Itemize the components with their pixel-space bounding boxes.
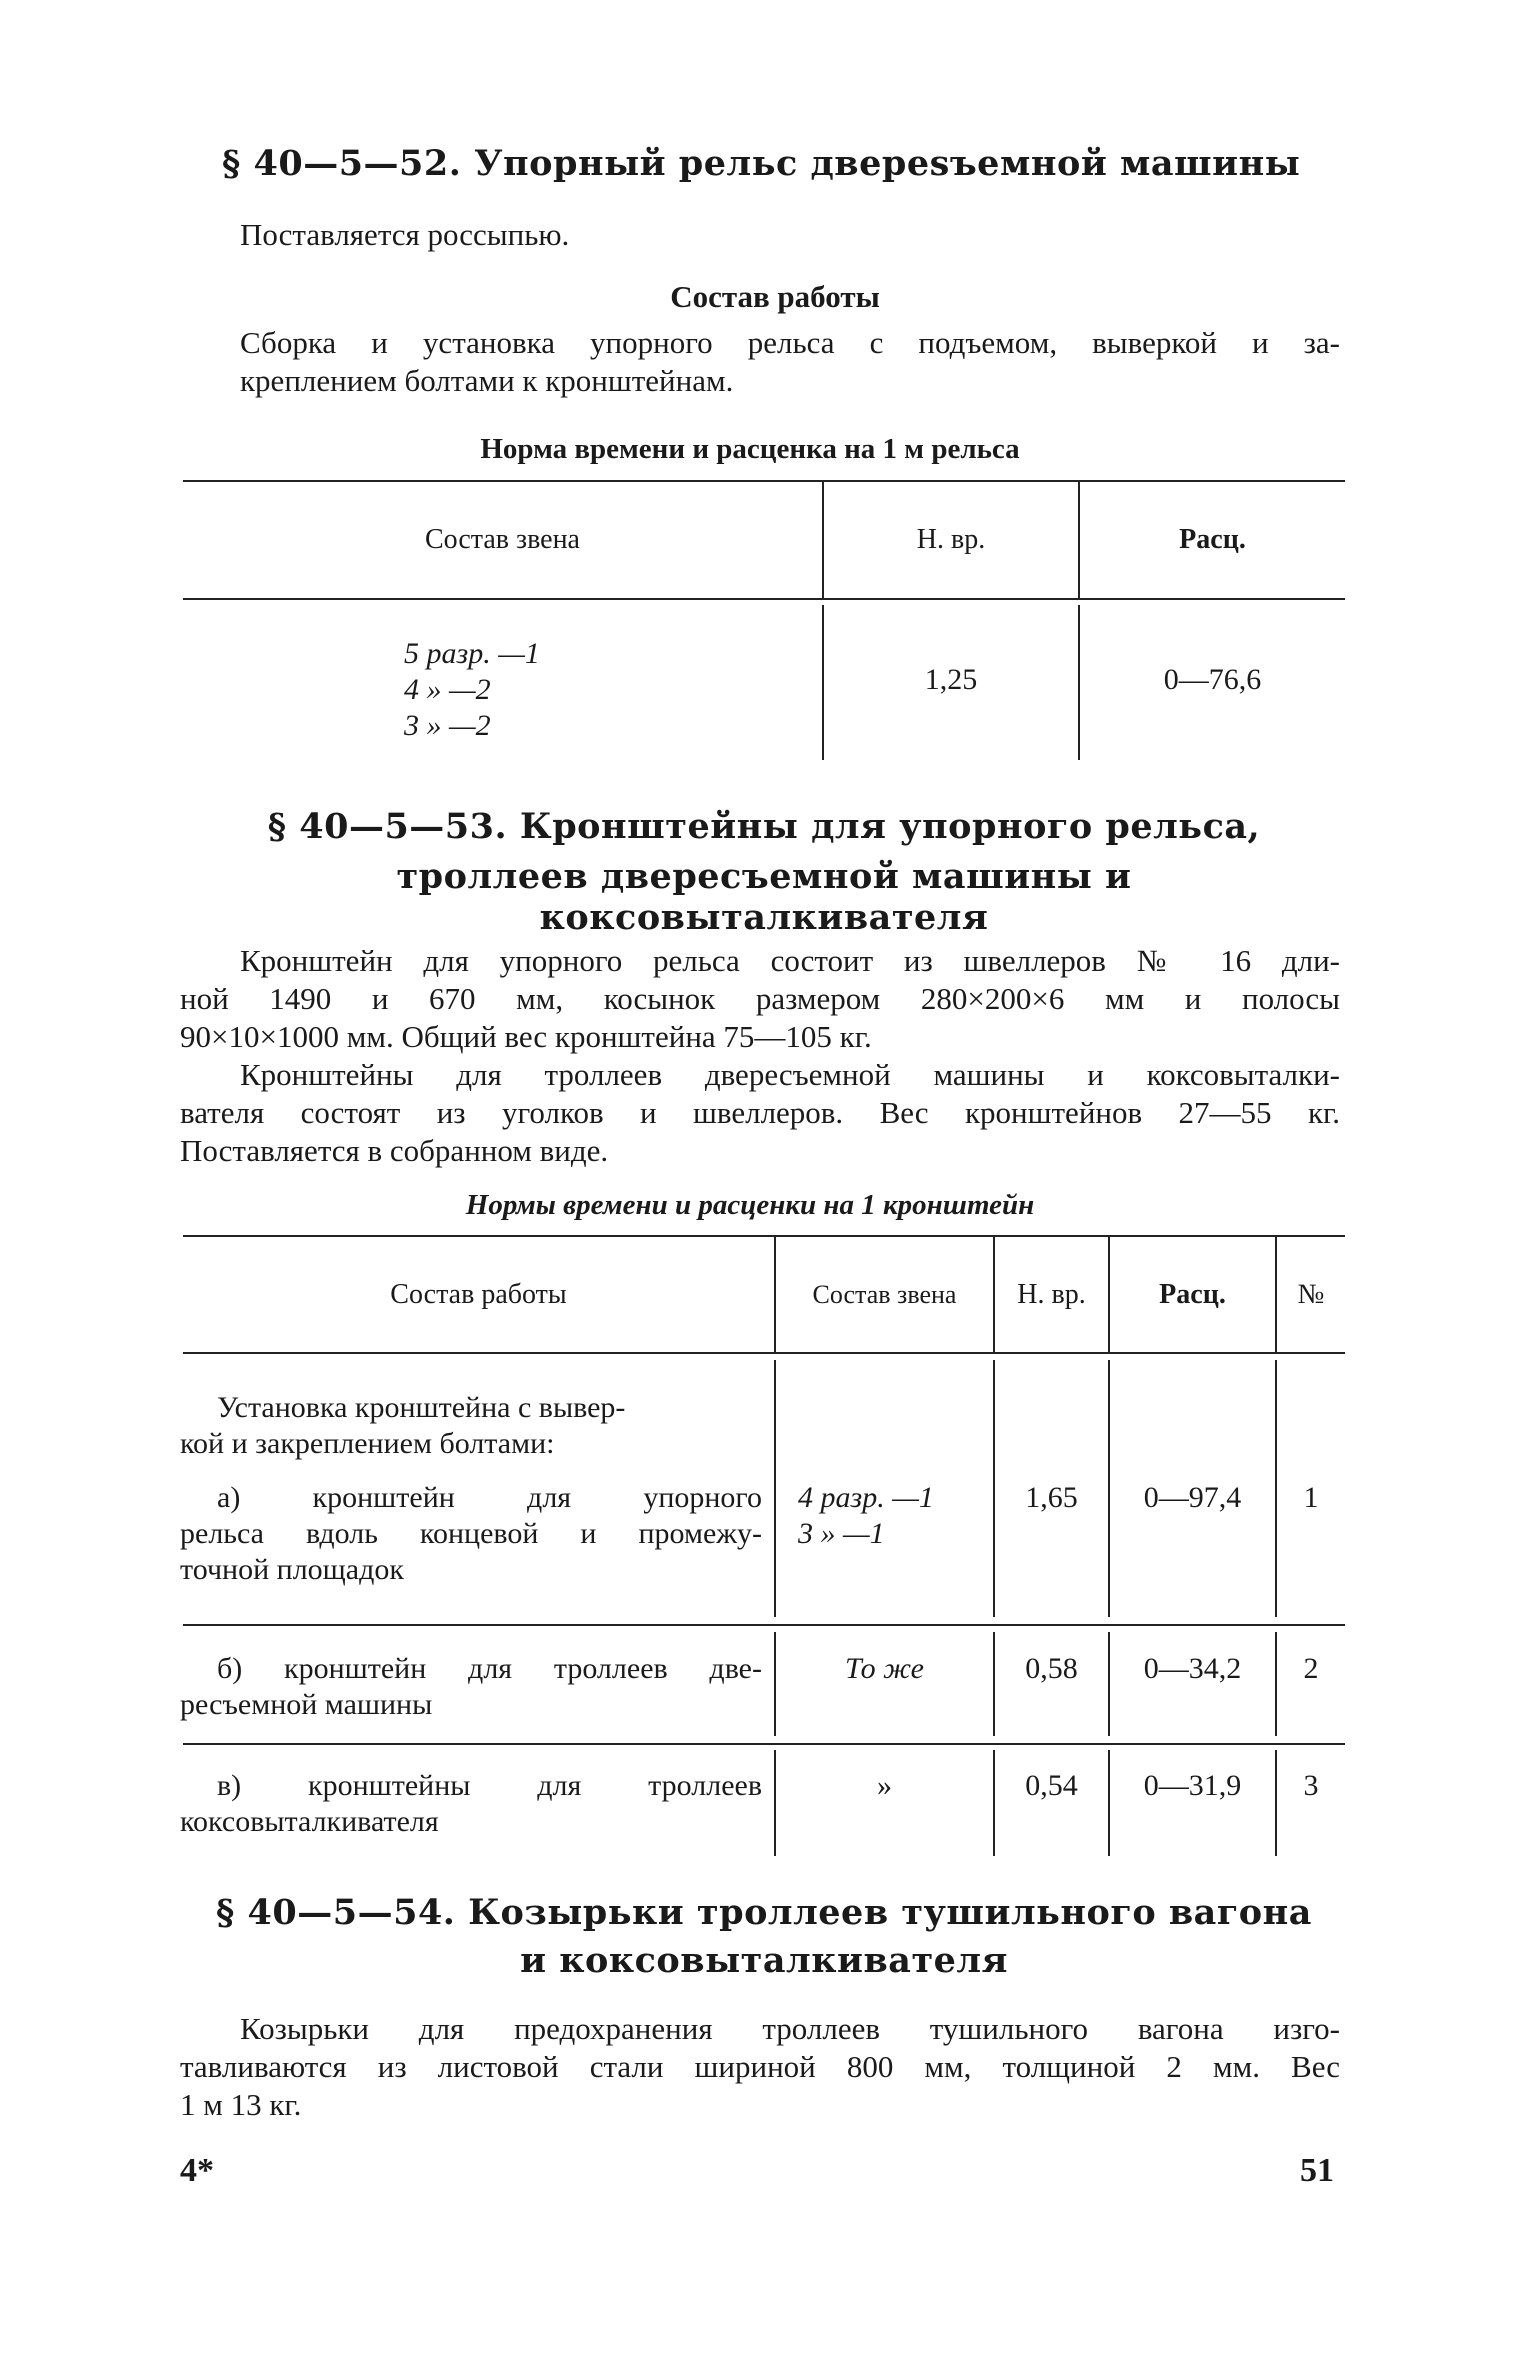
section-52-title: § 40—5—52. Упорный рельс дверesъемной машины [222,143,1301,184]
table53-row2-no: 2 [1303,1652,1319,1685]
table53-row1-work-line2: рельса вдоль концевой и промежу- [180,1517,762,1550]
table53-row1-work-line3: точной площадок [180,1553,404,1586]
section-53-p2-line1: Кронштейны для троллеев двересъемной машины и коксовыталки- [240,1057,1340,1092]
table53-row1-no: 1 [1303,1481,1319,1514]
table53-row2-rate: 0—34,2 [1143,1652,1242,1685]
table53-row1-rate: 0—97,4 [1143,1481,1242,1514]
table53-intro-line2: кой и закреплением болтами: [180,1427,555,1460]
section-53-table-title: Нормы времени и расценки на 1 кронштейн [465,1189,1035,1221]
table52-crew-line1: 5 разр. —1 [404,637,540,670]
section-54-p-line1: Козырьки для предохранения троллеев тушильного вагона изго- [240,2011,1340,2046]
table53-header-work: Состав работы [390,1279,567,1310]
table53-row2-work-line1: б) кронштейн для троллеев две- [217,1652,762,1685]
section-53-p2-line2: вателя состоят из уголков и швеллеров. Вес кронштейнов 27—55 кг. [180,1095,1340,1130]
table52-header-crew: Состав звена [425,524,580,555]
section-52-work-line2: креплением болтами к кронштейнам. [240,363,734,398]
table52-rate: 0—76,6 [1163,663,1262,696]
table53-row1-crew-line1: 4 разр. —1 [798,1481,934,1514]
section-53-p1-line3: 90×10×1000 мм. Общий вес кронштейна 75—105 кг. [180,1019,872,1054]
section-54-title-line1: § 40—5—54. Козырьки троллеев тушильного вагона [216,1892,1312,1933]
table53-row3-no: 3 [1303,1769,1319,1802]
section-52-table-title: Норма времени и расценка на 1 м рельса [480,433,1020,465]
section-53-p2-line3: Поставляется в собранном виде. [180,1133,609,1168]
page-number: 51 [1300,2152,1334,2189]
table53-header-crew: Состав звена [812,1280,957,1309]
table52-crew-line3: 3 » —2 [404,709,491,742]
table53-row2-norm: 0,58 [1025,1652,1078,1685]
section-53-title-line1: § 40—5—53. Кронштейны для упорного рельса, [267,806,1261,847]
table53-row3-crew: » [877,1769,892,1802]
table53-row1-work-line1: а) кронштейн для упорного [217,1481,762,1514]
table53-intro-line1: Установка кронштейна с вывер- [217,1391,626,1424]
section-52-work-line1: Сборка и установка упорного рельса с подъемом, выверкой и за- [240,325,1340,360]
table53-row2-crew: То же [845,1652,924,1685]
table53-row1-crew-line2: 3 » —1 [798,1517,885,1550]
table53-row3-work-line1: в) кронштейны для троллеев [217,1769,762,1802]
signature-mark: 4* [180,2152,214,2189]
section-53-p1-line2: ной 1490 и 670 мм, косынок размером 280×200×6 мм и полосы [180,981,1340,1016]
table53-header-no: № [1297,1279,1325,1310]
section-54-p-line2: тавливаются из листовой стали шириной 800 мм, толщиной 2 мм. Вес [180,2049,1340,2084]
table53-header-norm: Н. вр. [1017,1279,1086,1310]
table53-row3-rate: 0—31,9 [1143,1769,1242,1802]
table53-header-rate: Расц. [1159,1279,1226,1310]
table52-header-rate: Расц. [1179,524,1246,555]
table52-header-norm: Н. вр. [916,524,986,555]
section-54-p-line3: 1 м 13 кг. [180,2087,302,2122]
table52-norm: 1,25 [924,663,978,696]
table52-crew-line2: 4 » —2 [404,673,491,706]
section-53-title-line2: троллеев двересъемной машины и коксовыталкивателя [396,856,1132,938]
table53-row1-norm: 1,65 [1025,1481,1078,1514]
table53-row3-norm: 0,54 [1025,1769,1078,1802]
table53-row3-work-line2: коксовыталкивателя [180,1805,439,1838]
section-54-title-line2: и коксовыталкивателя [520,1940,1008,1981]
section-53-p1-line1: Кронштейн для упорного рельса состоит из швеллеров № 16 дли- [240,943,1340,978]
section-52-delivery: Поставляется россыпью. [240,217,570,252]
section-52-work-heading: Состав работы [670,279,880,314]
table53-row2-work-line2: ресъемной машины [180,1688,433,1721]
